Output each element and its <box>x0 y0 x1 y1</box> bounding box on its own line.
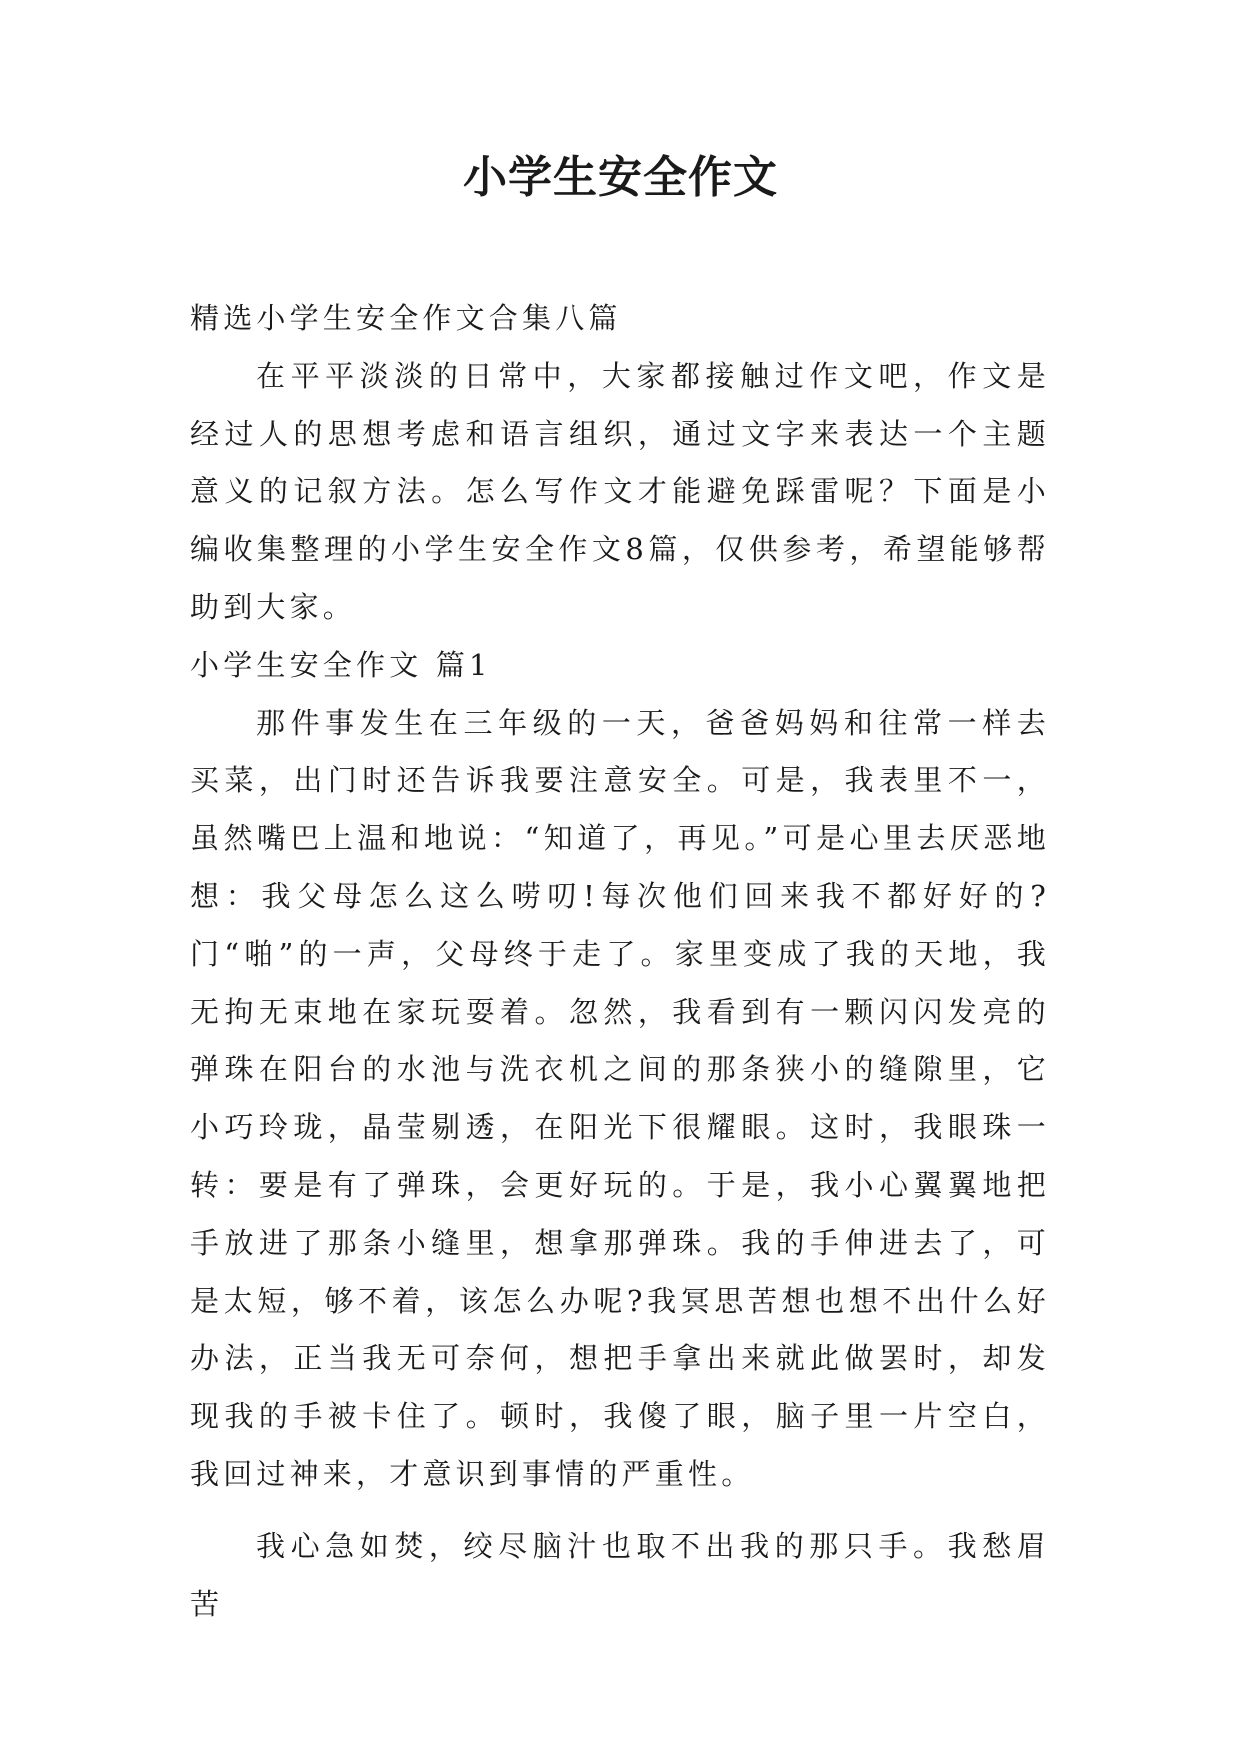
document-body <box>190 290 1050 1633</box>
document-title: 小学生安全作文 <box>463 152 778 203</box>
body-paragraph: 我心急如焚，绞尽脑汁也取不出我的那只手。我愁眉苦 <box>190 1528 1050 1621</box>
body-paragraph: 那件事发生在三年级的一天，爸爸妈妈和往常一样去买菜，出门时还告诉我要注意安全。可是，我表里不一，虽然嘴巴上温和地说：“知道了，再见。”可是心里去厌恶地想：我父母怎么这么唠叨!每次他们回来我不都好好的?门“啪”的一声，父母终于走了。家里变成了我的天地，我无拘无束地在家玩耍着。忽然，我看到有一颗闪闪发亮的弹珠在阳台的水池与洗衣机之间的那条狭小的缝隙里，它小巧玲珑，晶莹剔透，在阳光下很耀眼。这时，我眼珠一转：要是有了弹珠，会更好玩的。于是，我小心翼翼地把手放进了那条小缝里，想拿那弹珠。我的手伸进去了，可是太短，够不着，该怎么办呢?我冥思苦想也想不出什么好办法，正当我无可奈何，想把手拿出来就此做罢时，却发现我的手被卡住了。顿时，我傻了眼，脑子里一片空白，我回过神来，才意识到事情的严重性。 <box>190 705 1050 1491</box>
intro-paragraph: 在平平淡淡的日常中，大家都接触过作文吧，作文是经过人的思想考虑和语言组织，通过文字来表达一个主题意义的记叙方法。怎么写作文才能避免踩雷呢？下面是小编收集整理的小学生安全作文8篇，仅供参考，希望能够帮助到大家。 <box>190 358 1050 624</box>
document-subtitle: 精选小学生安全作文合集八篇 <box>190 301 622 335</box>
section-heading: 小学生安全作文 篇1 <box>190 647 492 682</box>
